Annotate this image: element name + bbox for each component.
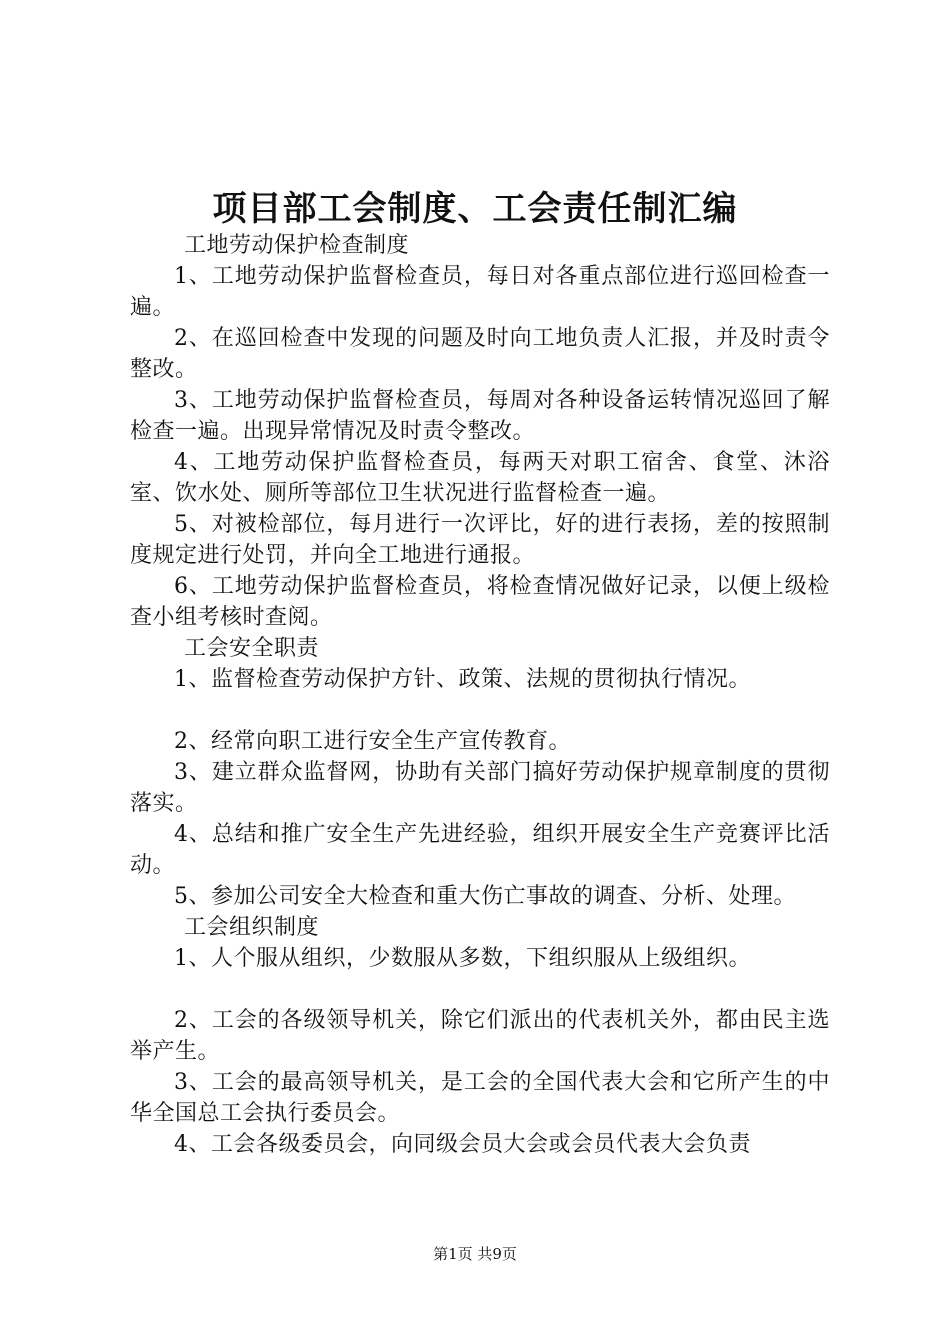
paragraph: 3、工会的最高领导机关，是工会的全国代表大会和它所产生的中华全国总工会执行委员会。 bbox=[130, 1070, 830, 1126]
paragraph: 3、工地劳动保护监督检查员，每周对各种设备运转情况巡回了解检查一遍。出现异常情况及时责令整改。 bbox=[130, 388, 830, 444]
paragraph: 6、工地劳动保护监督检查员，将检查情况做好记录，以便上级检查小组考核时查阅。 bbox=[130, 574, 830, 630]
paragraph: 2、工会的各级领导机关，除它们派出的代表机关外，都由民主选举产生。 bbox=[130, 1008, 830, 1064]
page-footer: 第1页 共9页 bbox=[433, 1245, 517, 1263]
paragraph: 4、工会各级委员会，向同级会员大会或会员代表大会负责 bbox=[174, 1132, 751, 1157]
paragraph: 4、工地劳动保护监督检查员，每两天对职工宿舍、食堂、沐浴室、饮水处、厕所等部位卫生状况进行监督检查一遍。 bbox=[130, 450, 830, 506]
section-heading: 工会组织制度 bbox=[184, 915, 320, 940]
section-heading: 工会安全职责 bbox=[184, 636, 320, 661]
paragraph: 3、建立群众监督网，协助有关部门搞好劳动保护规章制度的贯彻落实。 bbox=[130, 760, 830, 816]
paragraph: 5、参加公司安全大检查和重大伤亡事故的调查、分析、处理。 bbox=[174, 884, 796, 909]
section-heading: 工地劳动保护检查制度 bbox=[184, 233, 410, 258]
paragraph: 2、经常向职工进行安全生产宣传教育。 bbox=[174, 729, 571, 754]
document-title: 项目部工会制度、工会责任制汇编 bbox=[212, 189, 738, 229]
paragraph-gap bbox=[130, 974, 830, 1005]
document-body bbox=[130, 230, 830, 1160]
paragraph: 1、工地劳动保护监督检查员，每日对各重点部位进行巡回检查一遍。 bbox=[130, 264, 830, 320]
paragraph: 1、监督检查劳动保护方针、政策、法规的贯彻执行情况。 bbox=[174, 667, 751, 692]
paragraph: 4、总结和推广安全生产先进经验，组织开展安全生产竞赛评比活动。 bbox=[130, 822, 830, 878]
paragraph: 1、人个服从组织，少数服从多数，下组织服从上级组织。 bbox=[174, 946, 751, 971]
paragraph-gap bbox=[130, 695, 830, 726]
paragraph: 2、在巡回检查中发现的问题及时向工地负责人汇报，并及时责令整改。 bbox=[130, 326, 830, 382]
paragraph: 5、对被检部位，每月进行一次评比，好的进行表扬，差的按照制度规定进行处罚，并向全工地进行通报。 bbox=[130, 512, 830, 568]
